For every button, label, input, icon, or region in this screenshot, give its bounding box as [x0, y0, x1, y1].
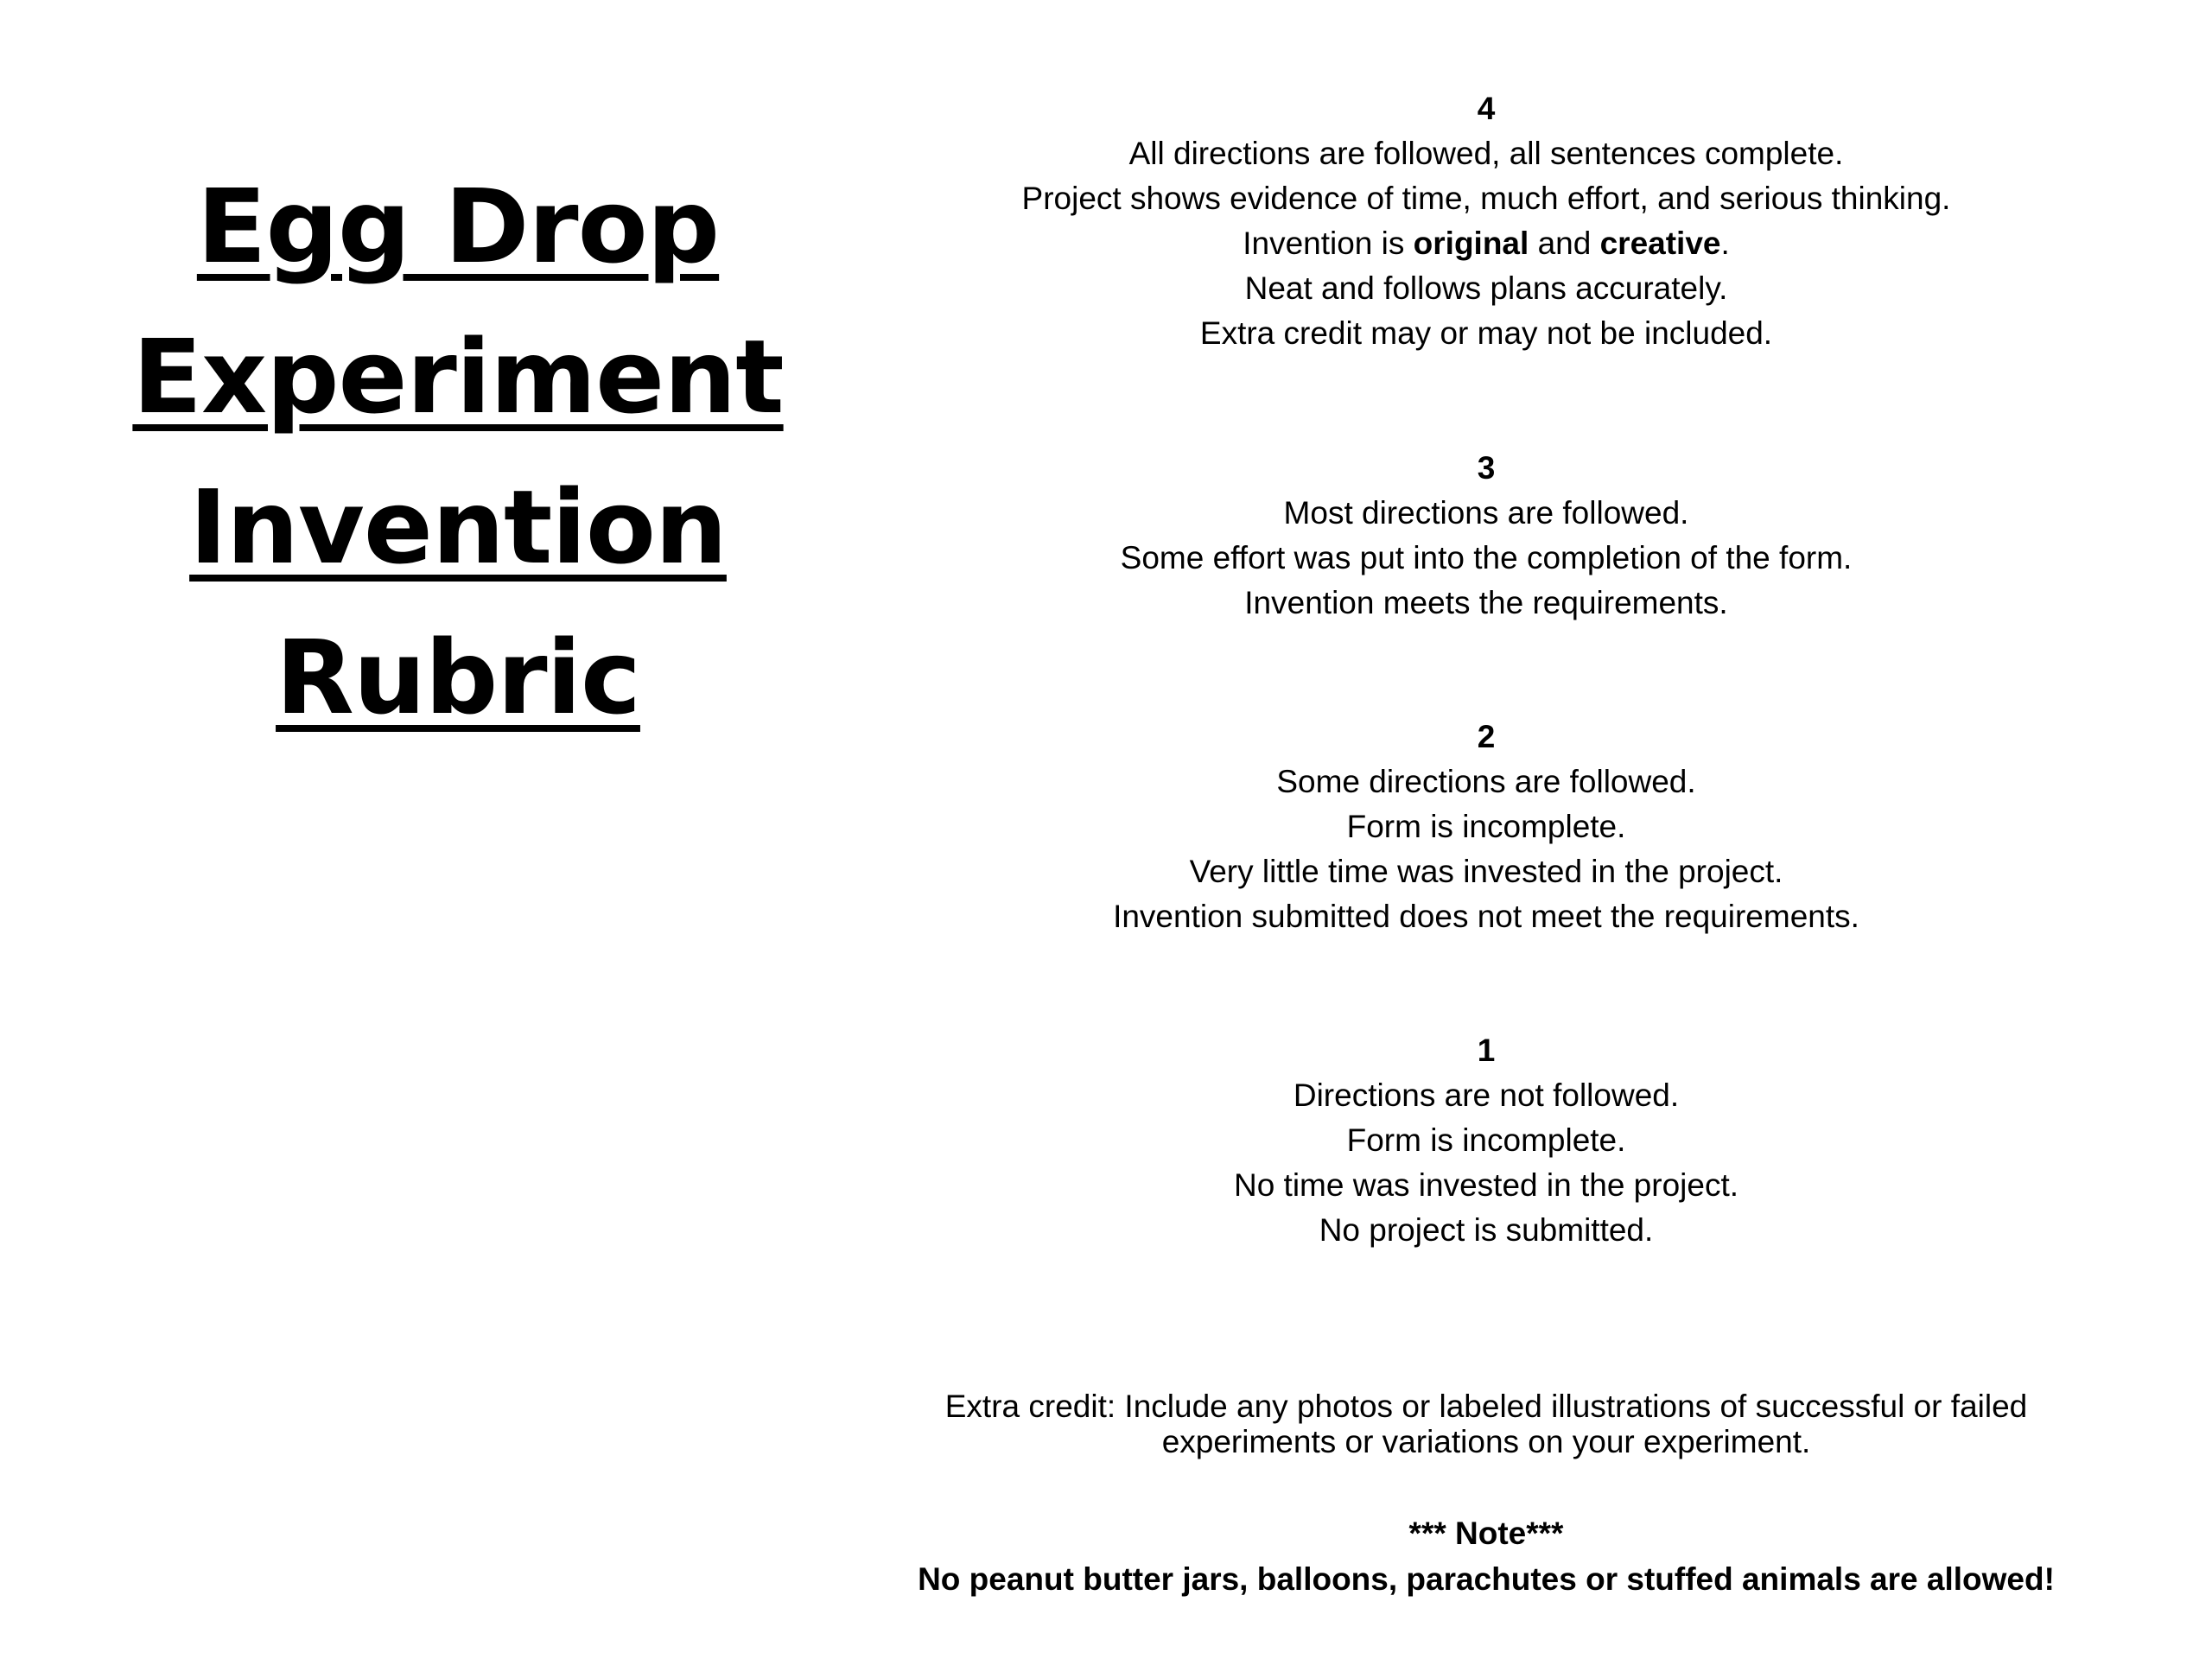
- criteria-line: All directions are followed, all sentences complete.: [1128, 136, 1844, 171]
- title-line-2: Experiment: [132, 317, 784, 436]
- criteria-line: Directions are not followed.: [1293, 1077, 1680, 1113]
- criteria-line: Some directions are followed.: [1276, 764, 1696, 799]
- emphasis-creative: creative: [1599, 226, 1721, 261]
- criteria-line: Very little time was invested in the project.: [1189, 854, 1783, 889]
- score-label: 1: [1477, 1033, 1496, 1068]
- emphasis-original: original: [1413, 226, 1529, 261]
- page-title: [130, 151, 786, 753]
- criteria-line: Form is incomplete.: [1346, 809, 1626, 844]
- score-label: 3: [1477, 450, 1496, 486]
- note-block: [864, 1510, 2108, 1602]
- criteria-line: Invention meets the requirements.: [1244, 585, 1728, 620]
- extra-credit-text: [864, 1389, 2108, 1459]
- criteria-line: Most directions are followed.: [1283, 495, 1689, 531]
- rubric-level-4: [864, 86, 2108, 356]
- score-label: 4: [1477, 91, 1496, 126]
- criteria-line: Neat and follows plans accurately.: [1244, 270, 1728, 306]
- criteria-line: Invention submitted does not meet the requirements.: [1113, 899, 1859, 934]
- criteria-line: Some effort was put into the completion of the form.: [1120, 540, 1853, 575]
- extra-credit-line: Extra credit: Include any photos or labeled illustrations of successful or failed: [944, 1389, 2028, 1424]
- note-heading: *** Note***: [1408, 1516, 1564, 1551]
- extra-credit-line: experiments or variations on your experiment.: [1161, 1424, 1811, 1459]
- criteria-line: Invention is original and creative.: [1243, 226, 1730, 261]
- title-line-4: Rubric: [276, 618, 640, 737]
- note-text: No peanut butter jars, balloons, parachutes or stuffed animals are allowed!: [918, 1561, 2055, 1597]
- criteria-line: No project is submitted.: [1319, 1212, 1654, 1248]
- score-label: 2: [1477, 719, 1496, 754]
- criteria-line: Form is incomplete.: [1346, 1122, 1626, 1158]
- title-line-1: Egg Drop: [196, 167, 720, 286]
- rubric-level-1: [864, 1028, 2108, 1253]
- rubric-level-3: [864, 446, 2108, 626]
- rubric-level-2: [864, 715, 2108, 939]
- criteria-line: No time was invested in the project.: [1233, 1167, 1739, 1203]
- title-line-3: Invention: [189, 467, 727, 587]
- criteria-line: Extra credit may or may not be included.: [1199, 315, 1773, 351]
- criteria-line: Project shows evidence of time, much effort, and serious thinking.: [1021, 181, 1951, 216]
